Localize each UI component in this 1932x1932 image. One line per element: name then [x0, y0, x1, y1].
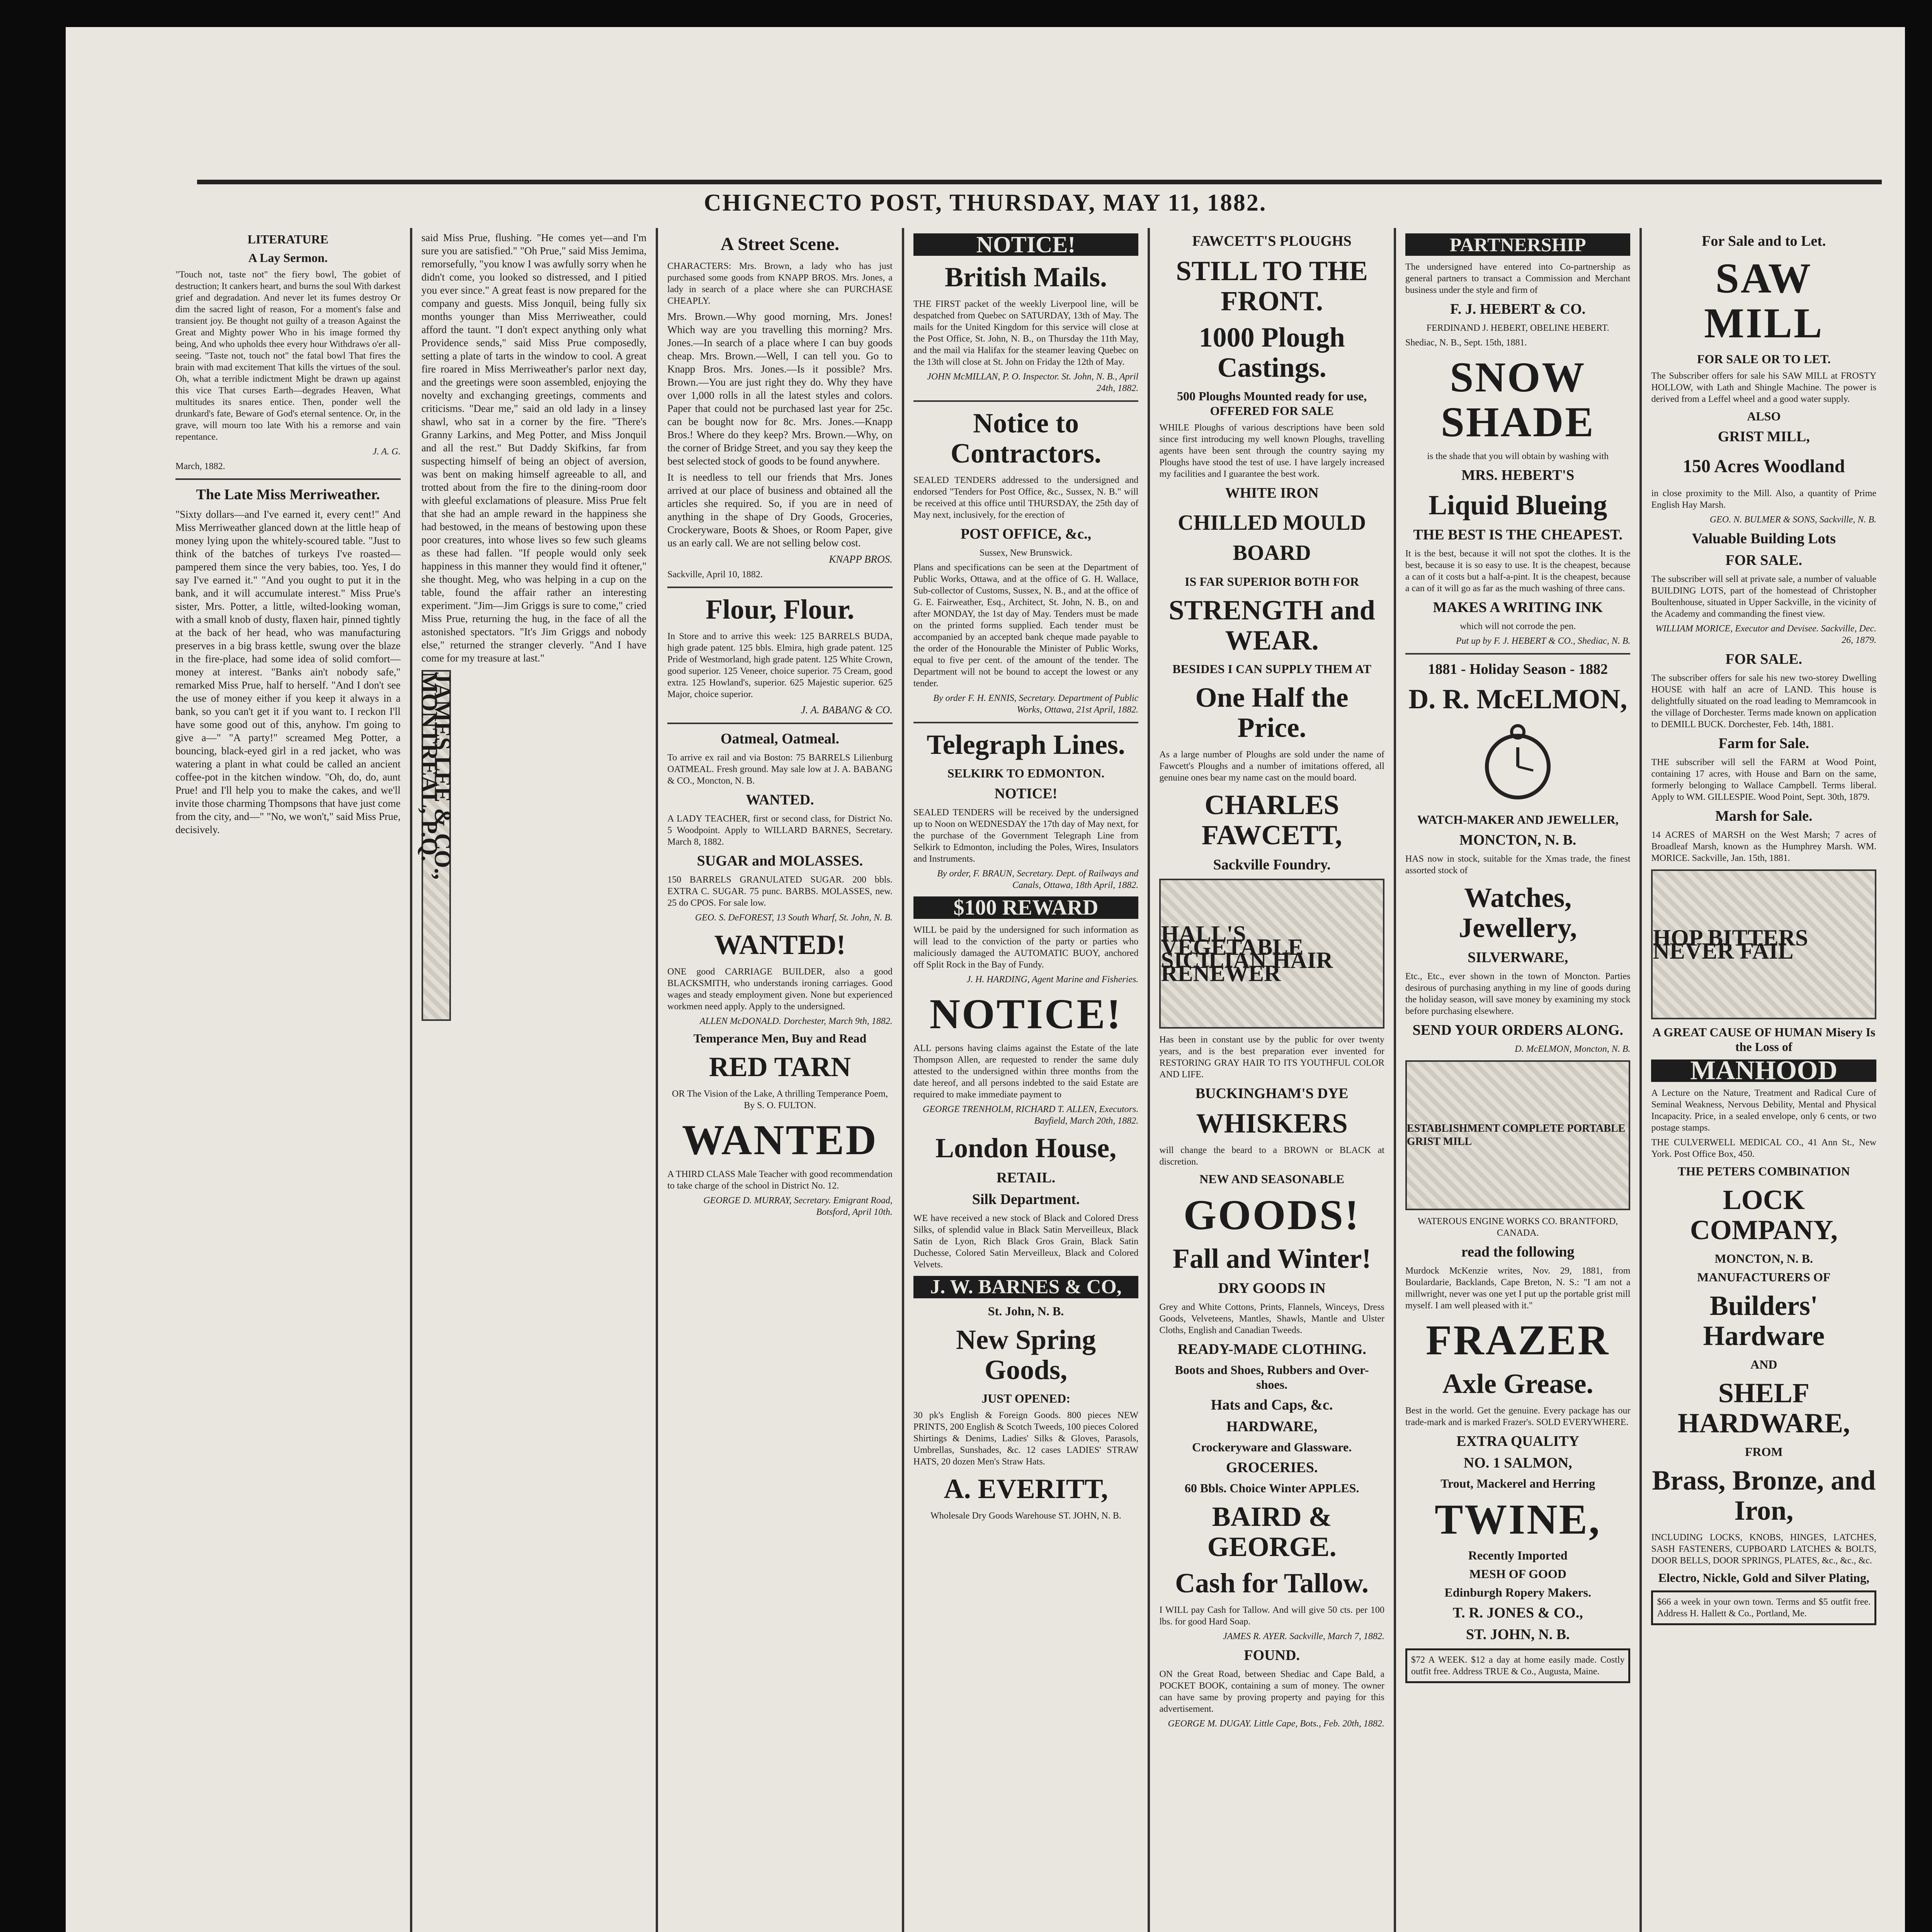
grist-signature: GEO. N. BULMER & SONS, Sackville, N. B.: [1709, 515, 1877, 525]
crockery-heading: Crockeryware and Glassware.: [1192, 1440, 1352, 1454]
found-heading: FOUND.: [1244, 1647, 1300, 1663]
contractors-body: SEALED TENDERS addressed to the undersigned and endorsed "Tenders for Post Office, &c., Sussex, N. B." will be received at this office until THURSDAY, the 25th day of May next, inclusively, for the erection of: [913, 475, 1139, 520]
contractors-title: Notice to Contractors.: [951, 408, 1101, 469]
divider: [913, 400, 1139, 402]
columns: [166, 228, 1886, 1932]
watches-jewellery: Watches, Jewellery,: [1459, 882, 1577, 943]
firm-name: F. J. HEBERT & CO.: [1450, 301, 1586, 317]
mrs-hebert: MRS. HEBERT'S: [1461, 467, 1575, 483]
chilled-mould-board: CHILLED MOULD BOARD: [1178, 511, 1366, 565]
mcelmon-body2: Etc., Etc., ever shown in the town of Moncton. Parties desirous of purchasing anything in my line of goods during the holiday season, will save money by examining my stock before purchasing elsewhere.: [1405, 971, 1631, 1016]
saw-mill-sub: FOR SALE OR TO LET.: [1697, 352, 1831, 366]
partnership-body: The undersigned have entered into Co-partnership as general partners to transact a Commission and Merchant business under the style and firm of: [1405, 262, 1631, 295]
liquid-blueing: Liquid Blueing: [1429, 490, 1607, 520]
silk-department: Silk Department.: [972, 1191, 1080, 1208]
holiday-season: 1881 - Holiday Season - 1882: [1428, 661, 1608, 677]
column-1: [166, 228, 412, 1932]
hats-caps: Hats and Caps, &c.: [1211, 1397, 1333, 1413]
frazer-title: FRAZER: [1426, 1316, 1610, 1364]
lock-company: LOCK COMPANY,: [1690, 1184, 1838, 1245]
trout-mackerel: Trout, Mackerel and Herring: [1440, 1476, 1595, 1490]
story-text: "Sixty dollars—and I've earned it, every cent!" And Miss Merriweather glanced down at the little heap of money lying upon the whitely-scoured table. "Just to think of the batches of turkeys I've roasted—pampered them since the very babies, too. Yes, I do say I've earned it." "And you ought to put it in the bank, and it will accumulate interest." Miss Prue's sister, Mrs. Potter, a little, wilted-looking woman, with a small knob of dusty, flaxen hair, pinned tightly at the back of her head, who was manufacturing preserves in a big brass kettle, swung over the blaze in the fire-place, had some idea of solid comfort—money at interest. "Banks ain't nobody safe," remarked Miss Prue, half to herself. "And I don't see the use of money either if you keep it always in a bank, so you can't get it if you want to. I reckon I'll have some good out of this, anyhow. I'm going to give a—" "A party!" screamed Meg Potter, a bouncing, black-eyed girl in a red jacket, who was watering a plant in what could be called an ancient coffee-pot in the kitchen window. "Oh, do, do, aunt Prue! and I'll help you to make the cakes, and we'll invite those charming Thompsons that have just come from the city, and—" "No, we won't," said Miss Prue, decisively.: [175, 509, 401, 835]
mesh-good: MESH OF GOOD: [1469, 1567, 1566, 1581]
flour-body: In Store and to arrive this week: 125 BARRELS BUDA, high grade patent. 125 bbls. Elmira, high grade patent. 125 Pride of Westmorland, high grade patent. 125 White Crown, good superior. 125 Veneer, choice superior. 75 Cream, good extra. 125 Howland's, superior. 625 Majestic superior. 625 Major, choice superior.: [667, 631, 893, 699]
watchmaker-jeweller: WATCH-MAKER AND JEWELLER,: [1417, 813, 1619, 827]
new-seasonable: NEW AND SEASONABLE: [1199, 1172, 1344, 1186]
saw-mill-body: The Subscriber offers for sale his SAW MILL at FROSTY HOLLOW, with Lath and Shingle Machine. The power is derived from a Leffel wheel and a good water supply.: [1651, 371, 1877, 404]
barnes-city: St. John, N. B.: [988, 1304, 1064, 1318]
builders-hardware: Builders' Hardware: [1703, 1290, 1825, 1351]
red-tarn-title: RED TARN: [709, 1051, 851, 1082]
oatmeal-body: To arrive ex rail and via Boston: 75 BARRELS Lilienburg OATMEAL. Fresh ground. May sale low at J. A. BABANG & CO., Moncton, N. B.: [667, 753, 893, 786]
newspaper-page: [66, 27, 1905, 1932]
red-tarn-sub: OR The Vision of the Lake, A thrilling Temperance Poem, By S. O. FULTON.: [672, 1089, 888, 1111]
and-line: AND: [1750, 1357, 1777, 1371]
notice2-signature: GEORGE TRENHOLM, RICHARD T. ALLEN, Executors. Bayfield, March 20th, 1882.: [922, 1104, 1139, 1126]
knapp-date: Sackville, April 10, 1882.: [667, 570, 763, 580]
oatmeal-title: Oatmeal, Oatmeal.: [720, 731, 839, 747]
misery-heading: A GREAT CAUSE OF HUMAN Misery Is the Loss of: [1652, 1025, 1876, 1054]
dry-goods-body: Grey and White Cottons, Prints, Flannels, Winceys, Dress Goods, Velveteens, Mantles, Shawls, Mantle and Ulster Cloths, English and Canadian Tweeds.: [1159, 1302, 1384, 1335]
sale2-body: The subscriber offers for sale his new two-storey Dwelling HOUSE with half an acre of LAND. This house is delightfully situated on the road leading to Memramcook in the village of Dorchester. Terms made known on application to DEMILL BUCK. Dorchester, Feb. 14th, 1881.: [1651, 673, 1877, 730]
buckingham-title: BUCKINGHAM'S DYE: [1195, 1085, 1349, 1102]
marsh-heading: Marsh for Sale.: [1715, 808, 1813, 824]
flour-title: Flour, Flour.: [706, 594, 854, 625]
put-up-by: Put up by F. J. HEBERT & CO., Shediac, N. B.: [1456, 636, 1631, 646]
big-wanted-signature: GEORGE D. MURRAY, Secretary. Emigrant Road, Botsford, April 10th.: [703, 1196, 893, 1217]
lots-for-sale: FOR SALE.: [1725, 552, 1802, 568]
mcelmon-signature: D. McELMON, Moncton, N. B.: [1515, 1044, 1631, 1054]
read-following: read the following: [1461, 1244, 1575, 1260]
london-retail: RETAIL.: [996, 1170, 1056, 1186]
column-2: [412, 228, 658, 1932]
divider: [667, 723, 893, 724]
grist-mill: GRIST MILL,: [1718, 429, 1810, 445]
hardware-heading: HARDWARE,: [1226, 1418, 1318, 1435]
divider: [913, 722, 1139, 723]
found-body: ON the Great Road, between Shediac and Cape Bald, a POCKET BOOK, containing a sum of money. The owner can have same by proving property and paying for this advertisement.: [1159, 1669, 1384, 1714]
farm-heading: Farm for Sale.: [1718, 735, 1810, 752]
notice2-title: NOTICE!: [929, 990, 1122, 1037]
lock-city: MONCTON, N. B.: [1714, 1252, 1813, 1265]
still-front: STILL TO THE FRONT.: [1176, 255, 1368, 316]
woodland-acres: 150 Acres Woodland: [1682, 456, 1845, 476]
goods-title: GOODS!: [1183, 1191, 1361, 1238]
story-continued: said Miss Prue, flushing. "He comes yet—and I'm sure you are satisfied." "Oh Prue," said Miss Jemima, remorsefully, "you know I was awfully sorry when he didn't come, you looked so distressed, and I pitied you ever since." A great feast is now prepared for the company and guests. Miss Jonquil, being fully six months younger than Miss Merriweather, could afford the taunt. "I don't expect anything only what Providence sends," said Miss Prue composedly, setting a plate of tarts in the window to cool. A great fire roared in Miss Merriweather's parlor next day, and the greetings were soon assembled, enjoying the novelty and exchanging greetings, comments and criticisms. "Dear me," said an old lady in a linsey shawl, who sat in a corner by the fire. "There's Granny Larkins, and Meg Potter, and Miss Jonquil and all the rest." But Daddy Skifkins, far from suspecting himself of being an object of aversion, was bent on making himself agreeable to all, and trotted about from the fire to the dining-room door with gleeful exclamations of pleasure. Miss Prue felt that she had an ample reward in the happiness she had bestowed, in the means of bestowing upon these poor creatures, into whose lives so few such gleams as these had fallen. "If people would only seek happiness in this manner they would find it oftener," she thought. Meg, who was helping in a cup on the table, found the affair rather an interesting experiment. "Jim—Jim Griggs is sure to come," cried Miss Prue, returning the hug, in the face of all the astonished spectators. "It's Jim Griggs and nobody else," returned the stranger cleverly. "And I have come for my treasure at last.": [421, 232, 647, 664]
tr-jones-city: ST. JOHN, N. B.: [1466, 1626, 1570, 1643]
telegraph-sub: SELKIRK TO EDMONTON.: [947, 766, 1105, 780]
tr-jones: T. R. JONES & CO.,: [1452, 1605, 1583, 1621]
partnership-banner: PARTNERSHIP: [1405, 233, 1631, 256]
lots-title: Valuable Building Lots: [1692, 531, 1836, 547]
wanted-body: A LADY TEACHER, first or second class, for District No. 5 Woodpoint. Apply to WILLARD BARNES, Secretary. March 8, 1882.: [667, 814, 893, 847]
grist-mill-illustration: ESTABLISHMENT COMPLETE PORTABLE GRIST MILL: [1405, 1060, 1631, 1210]
axle-body: Best in the world. Get the genuine. Every package has our trade-mark and is marked Frazer's. SOLD EVERYWHERE.: [1405, 1406, 1631, 1427]
charles-fawcett: CHARLES FAWCETT,: [1201, 789, 1342, 850]
saw-mill-title: SAW MILL: [1704, 255, 1824, 347]
contractors-body2: Plans and specifications can be seen at the Department of Public Works, Ottawa, and at the office of G. H. Wallace, Sub-collector of Customs, Sussex, N. B., and at the office of G. E. Fairweather, Esq., Architect, St. John, N. B., on and after MONDAY, the 1st day of May. Tenders must be made on the printed forms supplied. Each tender must be accompanied by an accepted bank cheque made payable to the order of the Honourable the Minister of Public Works, equal to five per cent. of the amount of the tender. The Department will not be bound to accept the lowest or any tender.: [913, 563, 1139, 689]
send-orders: SEND YOUR ORDERS ALONG.: [1412, 1022, 1623, 1038]
farm-body: THE subscriber will sell the FARM at Wood Point, containing 17 acres, with House and Barn on the same, formerly belonging to Wallace Campbell. Terms liberal. Apply to WM. GILLESPIE. Wood Point, Sept. 30th, 1879.: [1651, 757, 1877, 802]
barnes-banner: J. W. BARNES & CO,: [913, 1276, 1139, 1298]
mails-title: British Mails.: [945, 262, 1107, 293]
telegraph-signature: By order, F. BRAUN, Secretary. Dept. of Railways and Canals, Ottawa, 18th April, 1882.: [937, 869, 1139, 890]
street-scene-notice: It is needless to tell our friends that Mrs. Jones arrived at our place of business and obtained all the articles she required. So, if you are in need of anything in the shape of Dry Goods, Groceries, Crockeryware, Boots & Shoes, or Room Paper, give us an early call. We are not selling below cost.: [667, 471, 893, 549]
snow-shade-title: SNOW SHADE: [1440, 354, 1595, 446]
big-wanted-title: WANTED: [682, 1116, 878, 1163]
wanted-title: WANTED.: [746, 792, 814, 808]
recently-imported: Recently Imported: [1468, 1548, 1568, 1562]
column-7: [1642, 228, 1886, 1932]
flour-signature: J. A. BABANG & CO.: [801, 704, 893, 716]
notice2-body: ALL persons having claims against the Estate of the late Thompson Allen, are requested to render the same duly attested to the undersigned within three months from the date hereof, and all persons indebted to the said Estate are required to make immediate payment to: [913, 1043, 1139, 1100]
salmon: NO. 1 SALMON,: [1463, 1455, 1572, 1471]
ropery: Edinburgh Ropery Makers.: [1444, 1585, 1591, 1599]
culverwell: THE CULVERWELL MEDICAL CO., 41 Ann St., New York. Post Office Box, 450.: [1651, 1138, 1877, 1159]
boots-shoes: Boots and Shoes, Rubbers and Over-shoes.: [1175, 1363, 1369, 1391]
white-iron: WHITE IRON: [1225, 485, 1319, 501]
ad-block-james-lee: JAMES LEE & CO., MONTREAL, P.Q.: [422, 670, 451, 1021]
axle-grease: Axle Grease.: [1442, 1368, 1594, 1399]
peters-heading: THE PETERS COMBINATION: [1677, 1164, 1850, 1178]
just-opened: JUST OPENED:: [981, 1391, 1070, 1405]
twine-title: TWINE,: [1434, 1496, 1601, 1543]
contractors-signature: By order F. H. ENNIS, Secretary. Department of Public Works, Ottawa, 21st April, 1882.: [933, 693, 1139, 715]
spring-goods-title: New Spring Goods,: [956, 1324, 1096, 1385]
telegraph-body: SEALED TENDERS will be received by the undersigned up to Noon on WEDNESDAY the 17th day of May next, for the purchase of the Government Telegraph Line from Selkirk to Edmonton, including the Poles, Wires, Insulators and Instruments.: [913, 808, 1139, 864]
section-heading: LITERATURE: [247, 232, 328, 246]
apples-heading: 60 Bbls. Choice Winter APPLES.: [1184, 1481, 1359, 1495]
temperance-heading: Temperance Men, Buy and Read: [693, 1031, 867, 1045]
everitt-title: A. EVERITT,: [944, 1473, 1108, 1504]
masthead-rule: [197, 180, 1882, 184]
strength-wear: STRENGTH and WEAR.: [1168, 595, 1375, 656]
hallett-ad: $66 a week in your own town. Terms and $5 outfit free. Address H. Hallett & Co., Portland, Me.: [1651, 1590, 1876, 1625]
poem-text: "Touch not, taste not" the fiery bowl, The gobiet of destruction; It cankers heart, and burns the soul With darkest grief and degradation. And never let its fumes destroy Or dim the sacred light of reason, For a moment's false and transient joy. Be thought not guilty of a treason Against the Great and Mighty power Who in his image formed thy being, And who upholds thee every hour Withdraws o'er all-seeing. "Taste not, touch not" the fatal bowl That fires the brain with mad excitement That kills the virtues of the soul. Oh, what a terrible indictment Might be drawn up against this vice That curses Earth—degrades Heaven, What multitudes its snares entice. Then, ponder well the drunkard's fate, Beware of God's eternal sentence. Or, in the grave, will mourn too late With his a remorse and vain repentance.: [175, 270, 401, 442]
superior-line: IS FAR SUPERIOR BOTH FOR: [1185, 575, 1359, 588]
groceries-heading: GROCERIES.: [1226, 1459, 1318, 1476]
writing-ink: MAKES A WRITING INK: [1433, 599, 1603, 616]
reward-banner: $100 REWARD: [913, 896, 1139, 919]
silverware: SILVERWARE,: [1468, 949, 1568, 966]
poem-signature: J. A. G.: [372, 447, 401, 457]
mails-signature: JOHN McMILLAN, P. O. Inspector. St. John, N. B., April 24th, 1882.: [927, 372, 1139, 393]
reward-signature: J. H. HARDING, Agent Marine and Fisheries.: [966, 975, 1139, 985]
tallow-signature: JAMES R. AYER. Sackville, March 7, 1882.: [1223, 1631, 1384, 1641]
snow-shade-body: is the shade that you will obtain by washing with: [1427, 451, 1609, 461]
everitt-sub: Wholesale Dry Goods Warehouse ST. JOHN, N. B.: [930, 1511, 1121, 1521]
manhood-banner: MANHOOD: [1651, 1060, 1876, 1082]
column-3: [658, 228, 904, 1932]
poem-title: A Lay Sermon.: [248, 251, 328, 265]
silk-body: WE have received a new stock of Black and Colored Dress Silks, of splendid value in Black Satin Merveilleux, Black Satin de Lyon, Rich Black Gros Grain, Black Satin Duchesse, Colored Satin Merveilleux, Black and Colored Velvets.: [913, 1213, 1139, 1270]
divider: [667, 587, 893, 588]
street-scene-dialogue: Mrs. Brown.—Why good morning, Mrs. Jones! Which way are you travelling this morning? Mrs. Jones.—In search of a place where I can buy goods cheap. Mrs. Brown.—Well, I can tell you. Go to Knapp Bros. Mrs. Jones.—Is it possible? Mrs. Brown.—You are just right they do. Why they have over 1,000 rolls in all the latest styles and colors. Paper that could not be purchased last year for 25c. can be bought now for 8c. Mrs. Jones.—Knapp Bros.! Where do they keep? Mrs. Brown.—Why, on the corner of Bridge Street, and you say they keep the best selected stock of goods to be found anywhere.: [667, 311, 893, 467]
supply-line: BESIDES I CAN SUPPLY THEM AT: [1172, 662, 1371, 676]
post-office-heading: POST OFFICE, &c.,: [960, 526, 1092, 542]
divider: [1405, 653, 1631, 655]
also-heading: ALSO: [1747, 409, 1781, 423]
locks-body: INCLUDING LOCKS, KNOBS, HINGES, LATCHES, SASH FASTENERS, CUPBOARD LATCHES & BOLTS, DOOR BELLS, DOOR SPRINGS, PLATES, &c., &c., &c.: [1651, 1532, 1877, 1566]
sackville-foundry: Sackville Foundry.: [1213, 857, 1331, 873]
firm-date: Shediac, N. B., Sept. 15th, 1881.: [1405, 338, 1527, 348]
best-cheapest: THE BEST IS THE CHEAPEST.: [1413, 527, 1623, 543]
hop-bitters-ad: HOP BITTERS NEVER FAIL: [1651, 869, 1876, 1019]
spring-body: 30 pk's English & Foreign Goods. 800 pieces NEW PRINTS, 200 English & Scotch Tweeds, 100 pieces Colored Shirtings & Denims, Ladies' Silks & Gloves, Parasols, Umbrellas, Sunshades, &c. 12 cases LADIES' STRAW HATS, 20 dozen Men's Straw Hats.: [913, 1410, 1139, 1467]
cash-for-tallow: Cash for Tallow.: [1175, 1568, 1369, 1599]
plough-castings: 1000 Plough Castings.: [1199, 322, 1345, 383]
fawcett-title: FAWCETT'S PLOUGHS: [1192, 233, 1352, 249]
lots-body: The subscriber will sell at private sale, a number of valuable BUILDING LOTS, part of the homestead of Christopher Boultenhouse, situated in Upper Sackville, in the vicinity of the Academy and commanding the finest view.: [1651, 574, 1877, 619]
divider: [175, 478, 401, 480]
ploughs-ready: 500 Ploughs Mounted ready for use, OFFERED FOR SALE: [1177, 389, 1367, 418]
wanted2-signature: ALLEN McDONALD. Dorchester, March 9th, 1882.: [699, 1016, 893, 1026]
wanted2-body: ONE good CARRIAGE BUILDER, also a good BLACKSMITH, who understands ironing carriages. Good wages and steady employment given. None but experienced workmen need apply. Apply to the undersigned.: [667, 967, 893, 1012]
best-body: It is the best, because it will not spot the clothes. It is the best, because it is so easy to use. It is the cheapest, because a can of it costs but a half-a-pint. It is the cheapest, because a can of it will go as far as the much washing of three cans.: [1405, 549, 1631, 594]
ready-made-clothing: READY-MADE CLOTHING.: [1177, 1341, 1366, 1357]
half-price: One Half the Price.: [1195, 682, 1349, 743]
found-signature: GEORGE M. DUGAY. Little Cape, Bots., Feb. 20th, 1882.: [1168, 1719, 1384, 1729]
plough-body: WHILE Ploughs of various descriptions have been sold since first introducing my well known Ploughs, travelling agents have been sent through the country saying my Ploughs have stood the test of use. I have largely increased my facilities and I guarantee the best work.: [1159, 423, 1384, 479]
brass-bronze-iron: Brass, Bronze, and Iron,: [1652, 1465, 1876, 1526]
mcelmon-body: HAS now in stock, suitable for the Xmas trade, the finest assorted stock of: [1405, 854, 1631, 876]
telegraph-notice: NOTICE!: [994, 786, 1058, 802]
poem-date: March, 1882.: [175, 461, 225, 471]
watch-icon: [1405, 720, 1631, 808]
knapp-signature: KNAPP BROS.: [829, 553, 893, 565]
halls-hair-renewer-ad: HALL'S VEGETABLE SICILIAN HAIR RENEWER: [1159, 879, 1384, 1029]
firm-partners: FERDINAND J. HEBERT, OBELINE HEBERT.: [1426, 323, 1609, 333]
wanted2-title: WANTED!: [714, 929, 846, 960]
for-sale-heading: FOR SALE.: [1725, 651, 1802, 667]
column-4: [904, 228, 1150, 1932]
mill-caption: WATEROUS ENGINE WORKS CO. BRANTFORD, CANADA.: [1418, 1216, 1618, 1238]
lots-signature: WILLIAM MORICE, Executor and Devisee. Sackville, Dec. 26, 1879.: [1655, 624, 1877, 645]
sugar-title: SUGAR and MOLASSES.: [697, 853, 863, 869]
reward-body: WILL be paid by the undersigned for such information as will lead to the conviction of the party or parties who maliciously damaged the AUTOMATIC BUOY, anchored off Split Rock in the Bay of Fundy.: [913, 925, 1139, 970]
sugar-body: 150 BARRELS GRANULATED SUGAR. 200 bbls. EXTRA C. SUGAR. 75 punc. BARBS. MOLASSES, new. 25 do CPOS. For sale low.: [667, 875, 893, 908]
london-house-title: London House,: [935, 1133, 1117, 1163]
tallow-body: I WILL pay Cash for Tallow. And will give 50 cts. per 100 lbs. for good Hard Soap.: [1159, 1605, 1384, 1627]
whiskers-title: WHISKERS: [1196, 1108, 1348, 1139]
story-title: The Late Miss Merriweather.: [196, 486, 380, 503]
marsh-body: 14 ACRES of MARSH on the West Marsh; 7 acres of Broadleaf Marsh, known as the Humphrey Marsh. WM. MORICE. Sackville, Jan. 15th, 1881.: [1651, 830, 1877, 863]
shelf-hardware: SHELF HARDWARE,: [1677, 1378, 1850, 1439]
street-scene-characters: CHARACTERS: Mrs. Brown, a lady who has just purchased some goods from KNAPP BROS. Mrs. Jones, a lady in search of a place where she can PURCHASE CHEAPLY.: [667, 261, 893, 306]
fall-winter: Fall and Winter!: [1172, 1243, 1371, 1274]
plough-body2: As a large number of Ploughs are sold under the name of Fawcett's Ploughs and a number of imitations offered, all genuine ones bear my name cast on the mould board.: [1159, 750, 1384, 783]
big-wanted-body: A THIRD CLASS Male Teacher with good recommendation to take charge of the school in District No. 12.: [667, 1169, 893, 1191]
column-6: [1396, 228, 1642, 1932]
baird-george: BAIRD & GEORGE.: [1207, 1501, 1337, 1562]
moncton-heading: MONCTON, N. B.: [1459, 832, 1577, 848]
mill-body: Murdock McKenzie writes, Nov. 29, 1881, from Boulardarie, Backlands, Cape Breton, N. S.: "I am not a millwright, never was one yet I put up the portable grist mill myself. I am well pleased with it.": [1405, 1266, 1631, 1311]
plating-heading: Electro, Nickle, Gold and Silver Plating,: [1658, 1571, 1869, 1585]
telegraph-title: Telegraph Lines.: [927, 729, 1125, 760]
mcelmon-title: D. R. McELMON,: [1408, 684, 1628, 714]
street-scene-title: A Street Scene.: [720, 234, 839, 254]
extra-quality: EXTRA QUALITY: [1456, 1433, 1580, 1449]
manufacturers: MANUFACTURERS OF: [1697, 1270, 1831, 1284]
from-line: FROM: [1745, 1445, 1783, 1459]
dry-goods-heading: DRY GOODS IN: [1218, 1280, 1326, 1296]
notice-banner: NOTICE!: [913, 233, 1139, 256]
writing-body: which will not corrode the pen.: [1460, 621, 1576, 631]
sugar-signature: GEO. S. DeFOREST, 13 South Wharf, St. John, N. B.: [695, 913, 893, 923]
post-office-sub: Sussex, New Brunswick.: [980, 548, 1073, 558]
mails-body: THE FIRST packet of the weekly Liverpool line, will be despatched from Quebec on SATURDAY, 13th of May. The mails for the United Kingdom for this service will close at the Post Office, St. John, N. B., on Thursday the 11th May, and the mail via Halifax for the steamer leaving Quebec on the 13th will close at St. John on Friday the 12th of May.: [913, 299, 1139, 367]
manhood-body: A Lecture on the Nature, Treatment and Radical Cure of Seminal Weakness, Nervous Debility, Mental and Physical Incapacity. Price, in a sealed envelope, only 6 cents, or two postage stamps.: [1651, 1088, 1877, 1133]
masthead: CHIGNECTO POST, THURSDAY, MAY 11, 1882.: [704, 190, 1267, 216]
grist-body: in close proximity to the Mill. Also, a quantity of Prime English Hay Marsh.: [1651, 488, 1877, 510]
sale-let-heading: For Sale and to Let.: [1702, 233, 1826, 249]
buckingham-body: will change the beard to a BROWN or BLACK at discretion.: [1159, 1145, 1384, 1167]
halls-body: Has been in constant use by the public for over twenty years, and is the best preparation ever invented for RESTORING GRAY HAIR TO ITS YOUTHFUL COLOR AND LIFE.: [1159, 1035, 1384, 1080]
week-ad: $72 A WEEK. $12 a day at home easily made. Costly outfit free. Address TRUE & Co., Augusta, Maine.: [1405, 1648, 1631, 1683]
column-5: [1150, 228, 1396, 1932]
